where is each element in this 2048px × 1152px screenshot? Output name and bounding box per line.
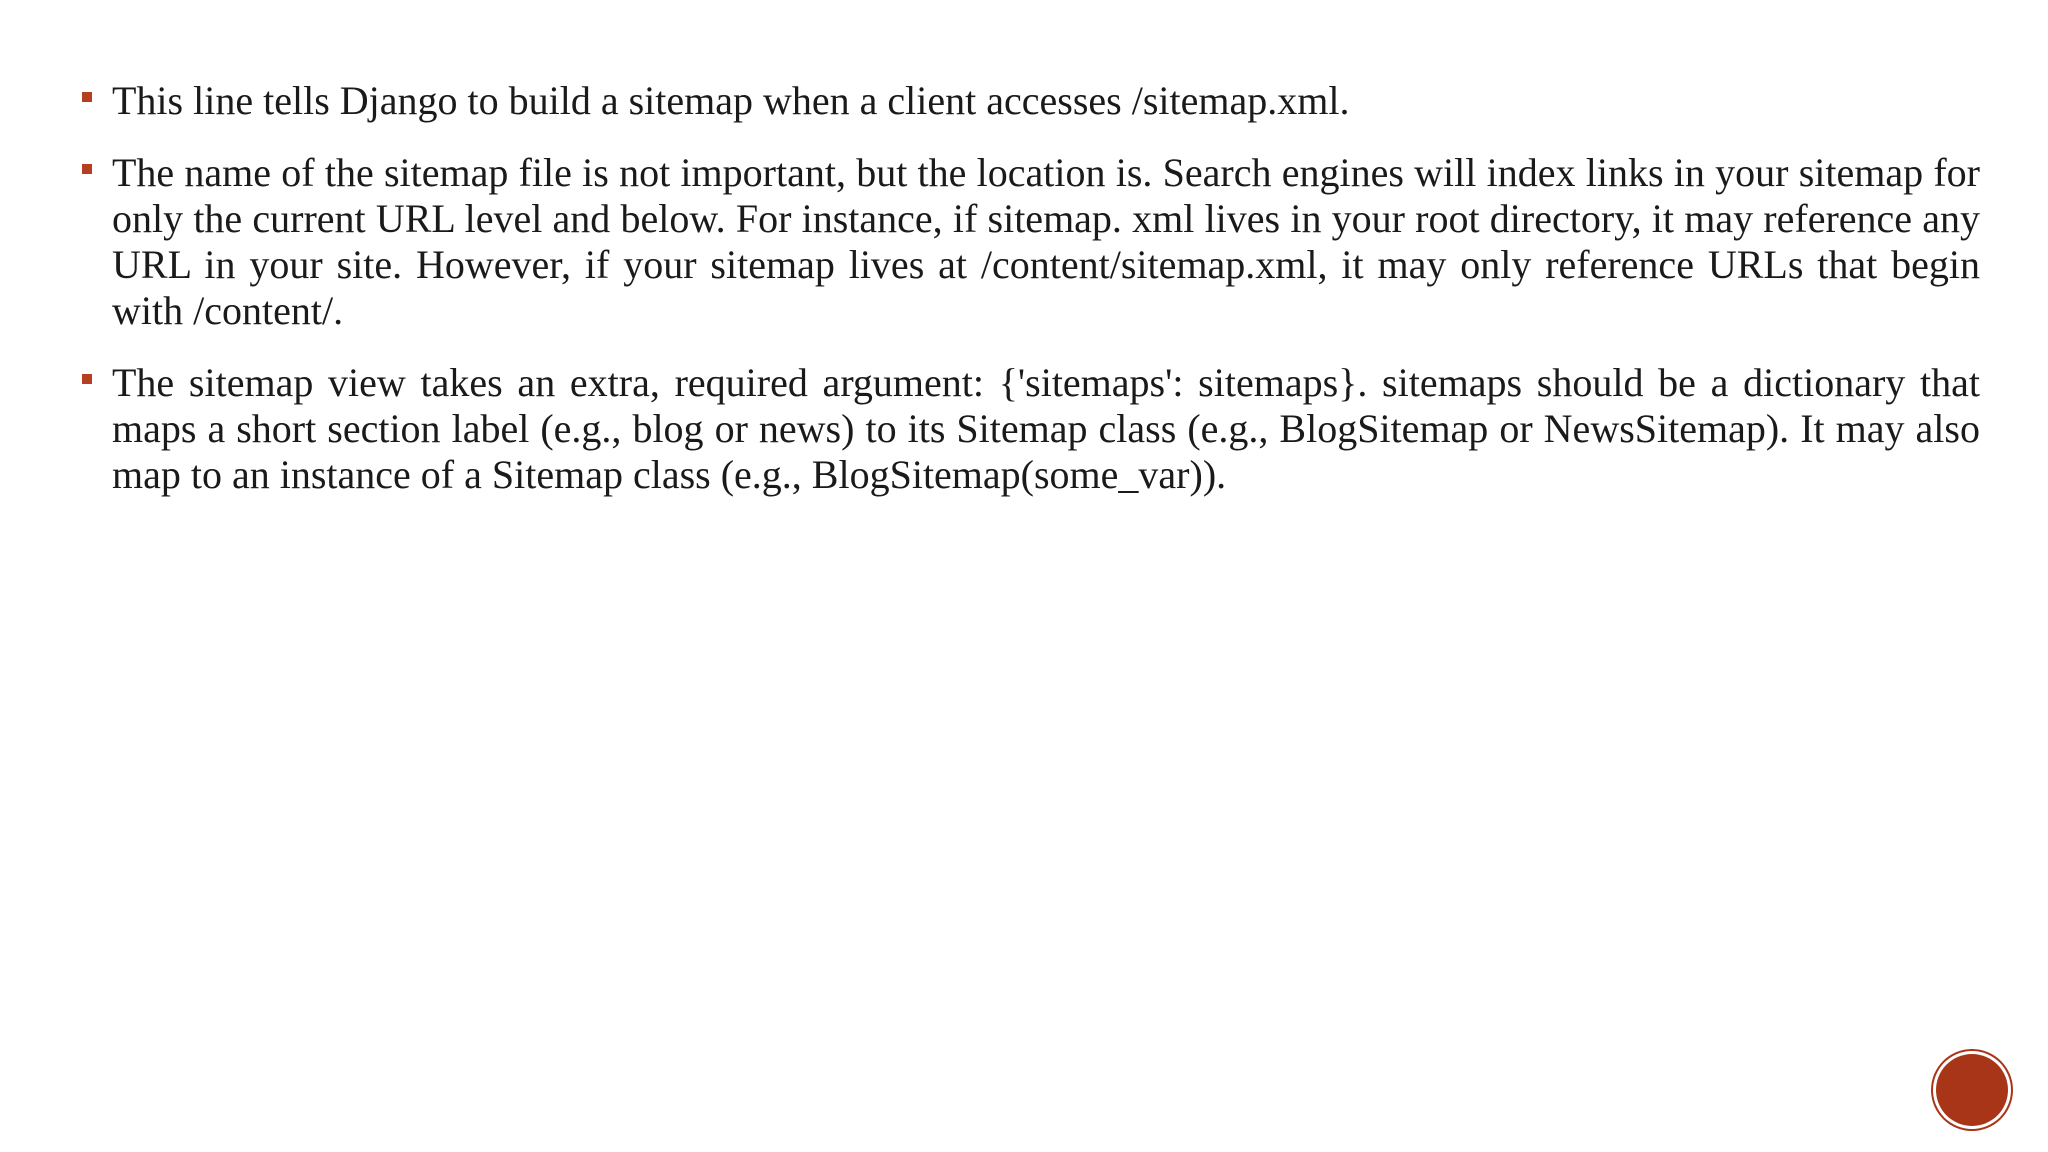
bullet-text: The sitemap view takes an extra, required argument: {'sitemaps': sitemaps}. sitemaps should be a dictionary that maps a short section label (e.g., blog or news) to its Sitemap class (e.g., BlogSitemap or NewsSitemap). It may also map to an instance of a Sitemap class (e.g., BlogSitemap(some_var)). (112, 360, 1980, 497)
bullet-text: This line tells Django to build a sitemap when a client accesses /sitemap.xml. (112, 78, 1350, 123)
bullet-item (82, 150, 1980, 334)
square-bullet-icon (82, 164, 92, 174)
square-bullet-icon (82, 374, 92, 384)
bullet-item (82, 78, 1980, 124)
slide-number-circle-icon (1936, 1054, 2008, 1126)
bullet-item (82, 360, 1980, 498)
bullet-list (82, 78, 1980, 524)
bullet-text: The name of the sitemap file is not important, but the location is. Search engines will index links in your sitemap for only the current URL level and below. For instance, if sitemap. xml lives in your root directory, it may reference any URL in your site. However, if your sitemap lives at /content/sitemap.xml, it may only reference URLs that begin with /content/. (112, 150, 1980, 333)
square-bullet-icon (82, 92, 92, 102)
